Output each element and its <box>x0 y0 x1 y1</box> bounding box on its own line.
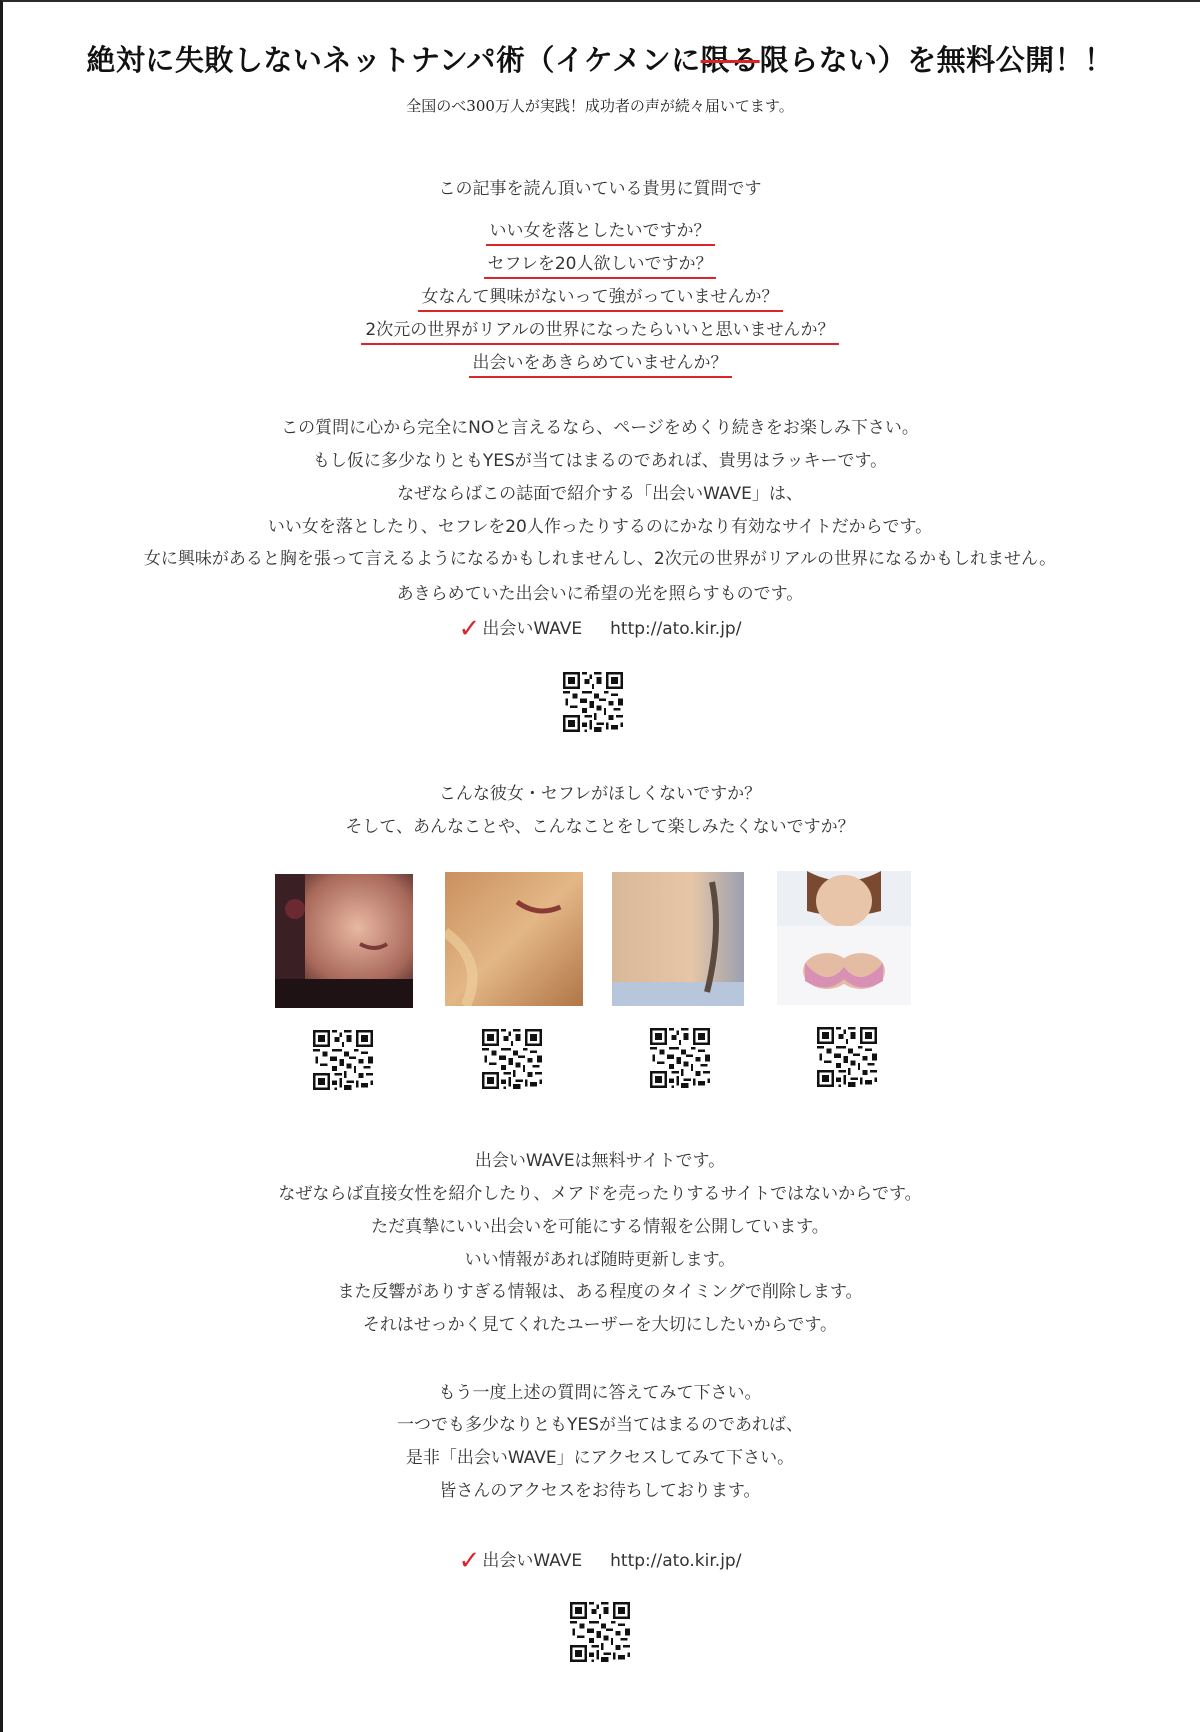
qr-code[interactable] <box>313 1030 373 1090</box>
checkmark-icon: ✓ <box>458 1546 481 1576</box>
about-line: また反響がありすぎる情報は、ある程度のタイミングで削除します。 <box>337 1282 863 1302</box>
qr-code[interactable] <box>817 1027 877 1087</box>
site-url-link[interactable]: http://ato.kir.jp/ <box>610 619 742 639</box>
question-item: いい女を落としたいですか？ <box>0 220 1200 246</box>
site-link-row[interactable] <box>0 614 1200 644</box>
explanation-line: いい女を落としたり、セフレを20人作ったりするのにかなり有効なサイトだからです。 <box>267 517 933 537</box>
qr-code-icon <box>563 672 623 732</box>
closing-line: 皆さんのアクセスをお待ちしております。 <box>439 1481 761 1501</box>
photo-4[interactable] <box>777 871 911 1005</box>
intro-lead: この記事を読ん頂いている貴男に質問です <box>438 179 762 199</box>
site-link-row[interactable] <box>0 1546 1200 1576</box>
photo-image <box>612 872 744 1006</box>
qr-code-icon <box>817 1027 877 1087</box>
photo-3[interactable] <box>612 872 744 1006</box>
site-url-link[interactable]: http://ato.kir.jp/ <box>610 1551 742 1571</box>
about-line: ただ真摯にいい出会いを可能にする情報を公開しています。 <box>371 1217 829 1237</box>
photo-2[interactable] <box>445 872 583 1006</box>
closing-line: 一つでも多少なりともYESが当てはまるのであれば、 <box>397 1415 803 1435</box>
about-line: いい情報があれば随時更新します。 <box>464 1250 736 1270</box>
explanation-line: なぜならばこの誌面で紹介する「出会いWAVE」は、 <box>397 484 803 504</box>
explanation-line: もし仮に多少なりともYESが当てはまるのであれば、貴男はラッキーです。 <box>312 451 888 471</box>
page-subtitle: 全国のべ300万人が実践！成功者の声が続々届いてます。 <box>406 97 794 115</box>
about-line: それはせっかく見てくれたユーザーを大切にしたいからです。 <box>362 1315 838 1335</box>
about-line: なぜならば直接女性を紹介したり、メアドを売ったりするサイトではないからです。 <box>278 1184 922 1204</box>
about-line: 出会いWAVEは無料サイトです。 <box>474 1151 726 1171</box>
qr-code-icon <box>313 1030 373 1090</box>
qr-code[interactable] <box>650 1028 710 1088</box>
explanation-line: この質問に心から完全にNOと言えるなら、ページをめくり続きをお楽しみ下さい。 <box>281 418 919 438</box>
closing-line: もう一度上述の質問に答えてみて下さい。 <box>438 1383 762 1403</box>
title-strikethrough-word: 限る <box>700 43 760 77</box>
qr-code-icon <box>482 1029 542 1089</box>
explanation-line: 女に興味があると胸を張って言えるようになるかもしれませんし、2次元の世界がリアルの世界になるかもしれません。 <box>143 549 1057 569</box>
qr-code[interactable] <box>563 672 623 732</box>
site-name: 出会いWAVE <box>482 619 583 639</box>
site-name: 出会いWAVE <box>482 1551 583 1571</box>
photo-image <box>445 872 583 1006</box>
question-item: 女なんて興味がないって強がっていませんか？ <box>0 286 1200 312</box>
checkmark-icon: ✓ <box>458 614 481 644</box>
photo-image <box>777 871 911 1005</box>
question-item: セフレを20人欲しいですか？ <box>0 253 1200 279</box>
qr-code[interactable] <box>570 1602 630 1662</box>
photo-image <box>275 874 413 1008</box>
closing-line: 是非「出会いWAVE」にアクセスしてみて下さい。 <box>405 1448 795 1468</box>
gallery-line: こんな彼女・セフレがほしくないですか？ <box>438 784 762 804</box>
question-item: 出会いをあきらめていませんか？ <box>0 352 1200 378</box>
photo-1[interactable] <box>275 874 413 1008</box>
qr-code-icon <box>570 1602 630 1662</box>
explanation-line: あきらめていた出会いに希望の光を照らすものです。 <box>396 584 804 604</box>
page-title: 絶対に失敗しないネットナンパ術（イケメンに限る限らない）を無料公開！！ <box>86 43 1114 77</box>
qr-code-icon <box>650 1028 710 1088</box>
gallery-line: そして、あんなことや、こんなことをして楽しみたくないですか？ <box>345 817 855 837</box>
question-item: 2次元の世界がリアルの世界になったらいいと思いませんか？ <box>0 319 1200 345</box>
qr-code[interactable] <box>482 1029 542 1089</box>
